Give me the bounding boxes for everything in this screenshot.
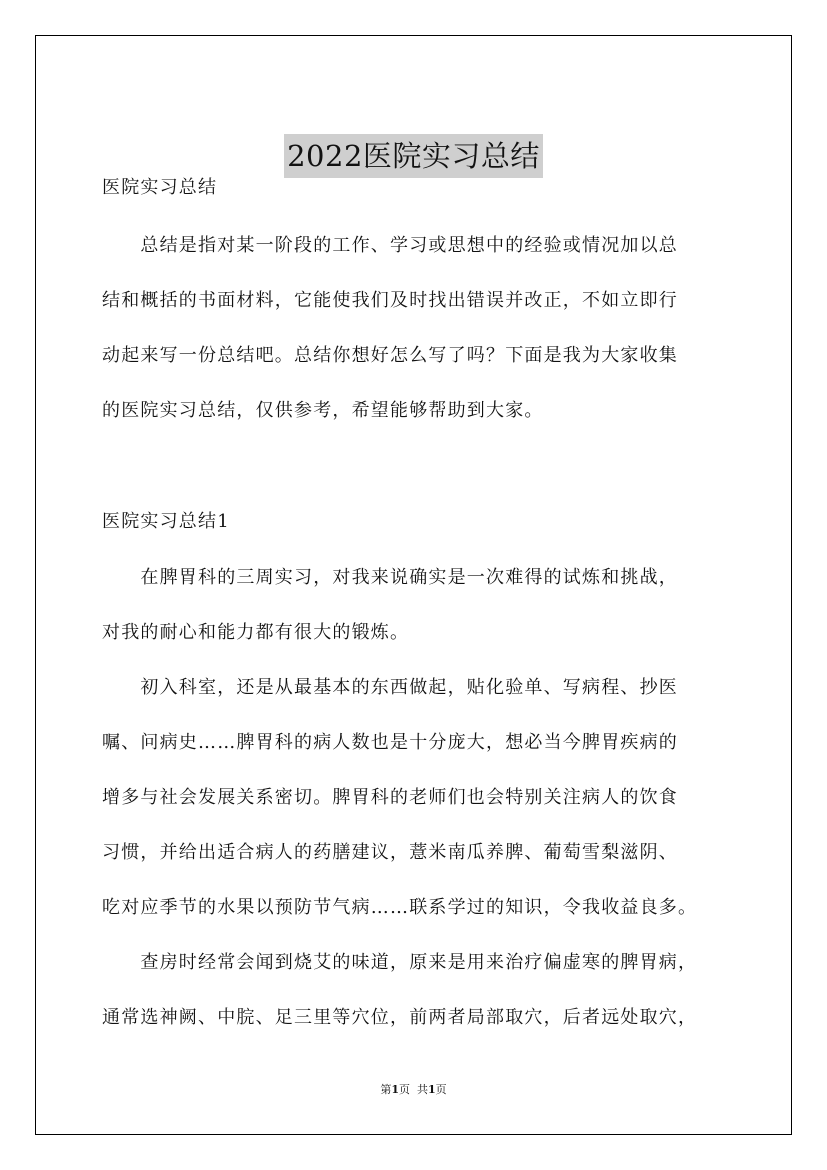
- paragraph-line: 增多与社会发展关系密切。脾胃科的老师们也会特别关注病人的饮食: [102, 787, 678, 808]
- paragraph-line: 查房时经常会闻到烧艾的味道，原来是用来治疗偏虚寒的脾胃病，: [102, 952, 698, 973]
- footer-total-pages: 1: [428, 1083, 436, 1096]
- paragraph-line: 动起来写一份总结吧。总结你想好怎么写了吗？下面是我为大家收集: [102, 345, 678, 366]
- footer-page-suffix: 页: [399, 1083, 410, 1096]
- page-footer: [36, 1082, 791, 1098]
- document-page: [35, 35, 792, 1135]
- paragraph-line: 在脾胃科的三周实习，对我来说确实是一次难得的试炼和挑战，: [102, 567, 678, 588]
- paragraph-line: 结和概括的书面材料，它能使我们及时找出错误并改正，不如立即行: [102, 290, 678, 311]
- paragraph-line: 吃对应季节的水果以预防节气病……联系学过的知识，令我收益良多。: [102, 897, 698, 918]
- paragraph-line: 的医院实习总结，仅供参考，希望能够帮助到大家。: [102, 400, 544, 421]
- footer-prefix: 第: [380, 1083, 392, 1096]
- paragraph-line: 总结是指对某一阶段的工作、学习或思想中的经验或情况加以总: [102, 235, 678, 256]
- footer-page-number: 1: [391, 1083, 399, 1096]
- footer-total-prefix: 共: [417, 1083, 428, 1096]
- paragraph-line: 通常选神阙、中脘、足三里等穴位，前两者局部取穴，后者远处取穴，: [102, 1007, 698, 1028]
- section-heading: 医院实习总结: [102, 177, 218, 198]
- title-wrap: [36, 134, 791, 178]
- paragraph-line: 嘱、问病史……脾胃科的病人数也是十分庞大，想必当今脾胃疾病的: [102, 732, 678, 753]
- paragraph-line: 初入科室，还是从最基本的东西做起，贴化验单、写病程、抄医: [102, 677, 678, 698]
- section-heading: 医院实习总结1: [102, 511, 230, 532]
- footer-total-suffix: 页: [435, 1083, 447, 1096]
- document-title: 2022医院实习总结: [284, 134, 543, 178]
- paragraph-line: 对我的耐心和能力都有很大的锻炼。: [102, 622, 410, 643]
- paragraph-line: 习惯，并给出适合病人的药膳建议，薏米南瓜养脾、葡萄雪梨滋阴、: [102, 842, 678, 863]
